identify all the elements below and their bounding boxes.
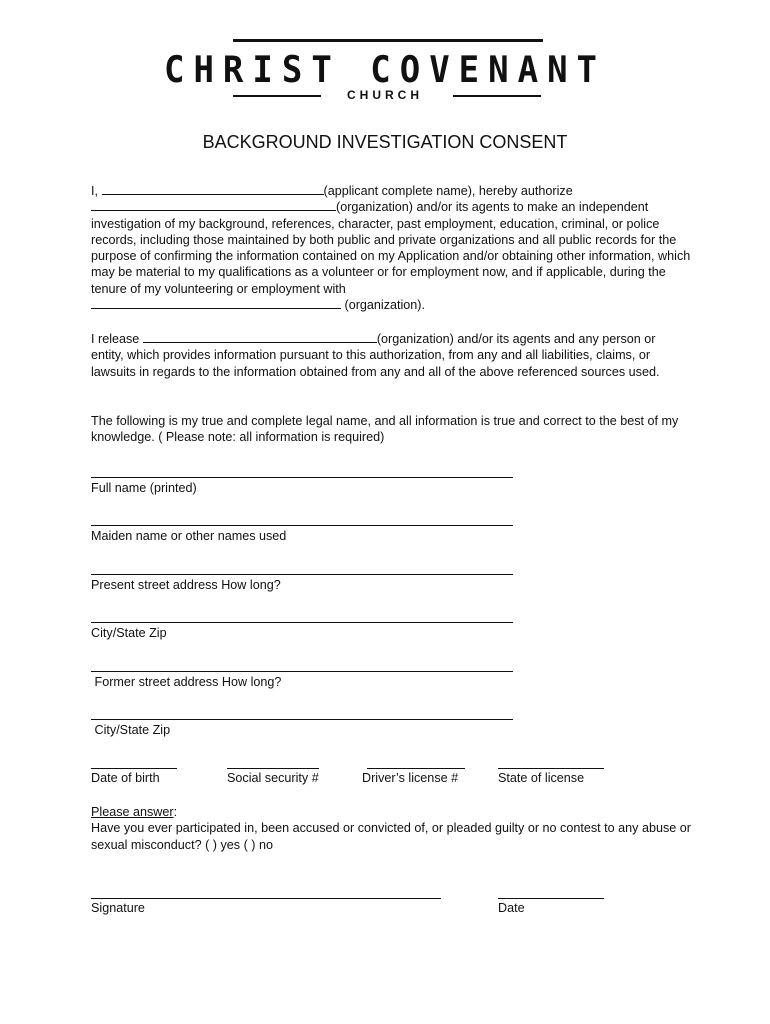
church-logo-subtitle: CHURCH — [347, 88, 423, 102]
full-name-label: Full name (printed) — [91, 481, 197, 495]
drivers-license-label: Driver’s license # — [362, 771, 459, 785]
former-address-label: Former street address How long? — [91, 675, 282, 689]
release-body: (organization) and/or its agents and any person or entity, which provides information pursuant to this authorization, from any and all liabilities, claims, or lawsuits in regards to the information obtained from any and all of the above referenced sources used. — [91, 332, 660, 379]
document-title: BACKGROUND INVESTIGATION CONSENT — [202, 132, 568, 152]
dob-label: Date of birth — [91, 771, 160, 785]
signature-label: Signature — [91, 901, 145, 915]
former-address-line[interactable] — [91, 671, 513, 672]
state-license-line[interactable] — [498, 768, 604, 769]
dob-line[interactable] — [91, 768, 177, 769]
organization-blank-2[interactable] — [91, 297, 341, 309]
auth-after-org: (organization) and/or its agents to make an independent — [336, 200, 649, 215]
organization-blank-1[interactable] — [91, 199, 336, 211]
applicant-name-blank[interactable] — [102, 183, 324, 195]
logo-right-rule — [453, 95, 541, 97]
church-logo-name: CHRIST COVENANT — [163, 48, 607, 92]
declaration-paragraph: The following is my true and complete legal name, and all information is true and correct to the best of my knowledge. ( Please note: all information is required) — [91, 414, 679, 445]
city-state-zip-line-1[interactable] — [91, 622, 513, 623]
state-license-label: State of license — [498, 771, 585, 785]
drivers-license-line[interactable] — [367, 768, 465, 769]
auth-start: I, — [91, 184, 102, 198]
please-answer-colon: : — [173, 805, 178, 819]
auth-body: investigation of my background, references, character, past employment, education, criminal, or police records, including those maintained by both public and private organizations and all public records for the purpose of confirming the information contained on my Application and/or obtaining other information, which may be material to my qualifications as a volunteer or for employment now, and if applicable, during the tenure of my volunteering or employment with — [91, 216, 691, 296]
authorization-paragraph — [91, 183, 691, 313]
city-state-zip-line-2[interactable] — [91, 719, 513, 720]
full-name-line[interactable] — [91, 477, 513, 478]
release-organization-blank[interactable] — [143, 331, 377, 343]
please-answer-heading: Please answer — [91, 805, 174, 819]
present-address-line[interactable] — [91, 574, 513, 575]
city-state-zip-label-1: City/State Zip — [91, 626, 167, 640]
logo-top-rule — [233, 39, 543, 42]
city-state-zip-label-2: City/State Zip — [91, 723, 171, 737]
present-address-label: Present street address How long? — [91, 578, 281, 592]
release-paragraph — [91, 331, 691, 380]
auth-after-name: (applicant complete name), hereby authorize — [323, 184, 573, 198]
maiden-name-line[interactable] — [91, 525, 513, 526]
maiden-name-label: Maiden name or other names used — [91, 529, 287, 543]
misconduct-question: Have you ever participated in, been accused or convicted of, or pleaded guilty or no contest to any abuse or sexual misconduct? ( ) yes ( ) no — [91, 821, 691, 852]
date-label: Date — [498, 901, 525, 915]
question-block — [91, 804, 691, 853]
auth-end: (organization). — [341, 298, 425, 313]
signature-line[interactable] — [91, 898, 441, 899]
ssn-label: Social security # — [227, 771, 319, 785]
ssn-line[interactable] — [227, 768, 319, 769]
release-start: I release — [91, 332, 143, 346]
date-line[interactable] — [498, 898, 604, 899]
